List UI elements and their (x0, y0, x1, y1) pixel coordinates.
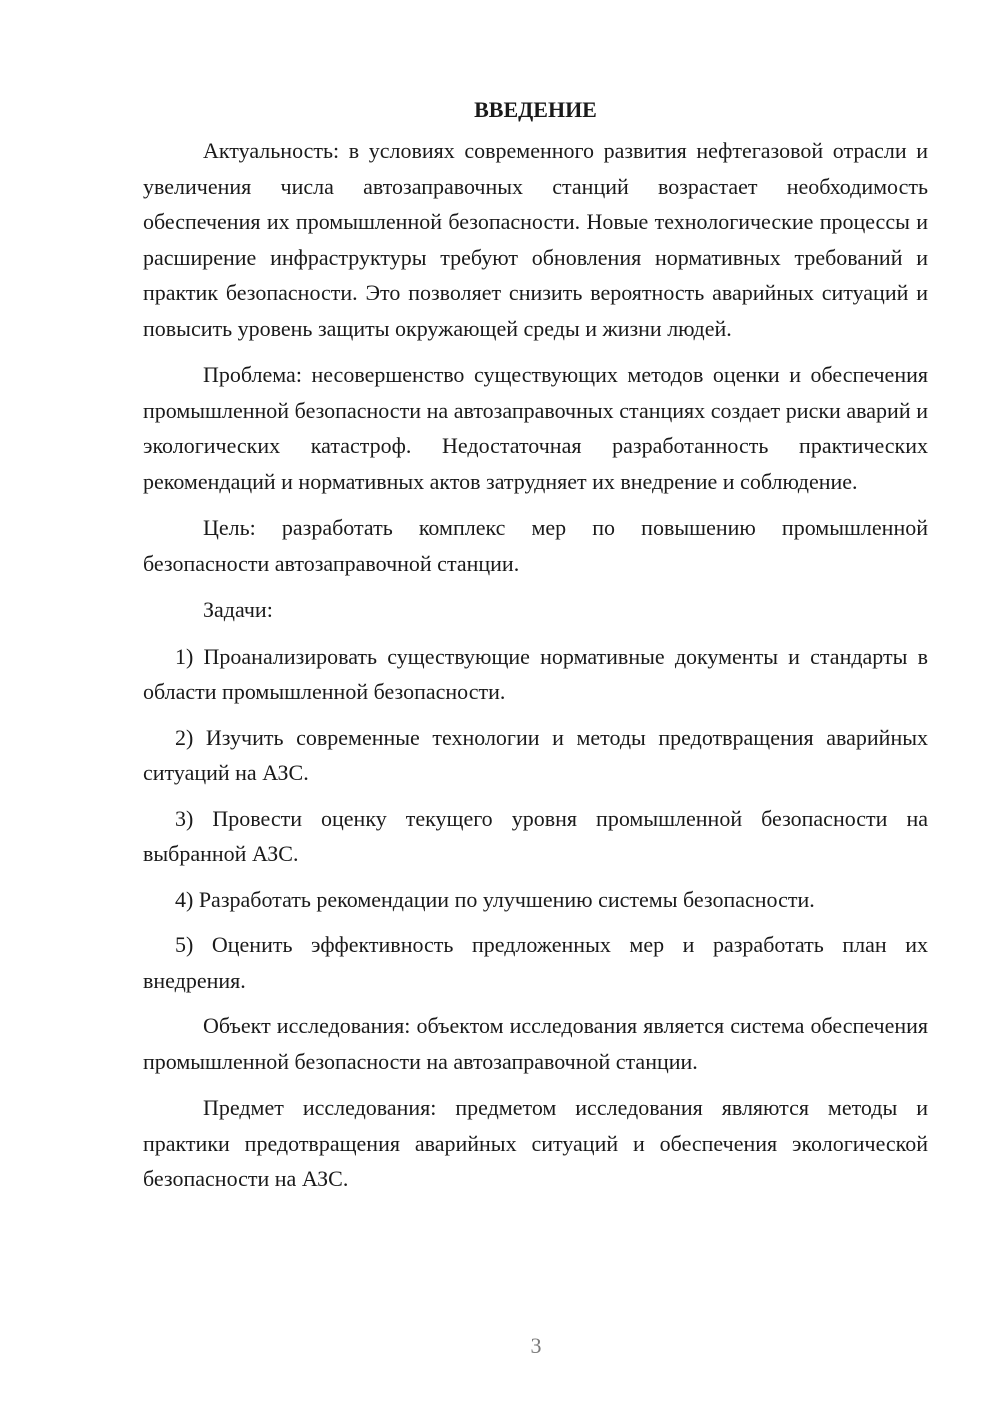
paragraph-subject: Предмет исследования: предметом исследования являются методы и практики предотвращения аварийных ситуаций и обеспечения экологической безопасности на АЗС. (143, 1095, 928, 1191)
paragraph-goal: Цель: разработать комплекс мер по повышению промышленной безопасности автозаправочной станции. (143, 515, 928, 576)
task-item: 4) Разработать рекомендации по улучшению системы безопасности. (175, 886, 815, 912)
paragraph-tasks-heading: Задачи: (203, 597, 273, 622)
paragraph-object: Объект исследования: объектом исследования является система обеспечения промышленной безопасности на автозаправочной станции. (143, 1013, 928, 1074)
document-page (143, 92, 928, 1208)
task-item: 2) Изучить современные технологии и методы предотвращения аварийных ситуаций на АЗС. (143, 724, 928, 785)
page-title: ВВЕДЕНИЕ (474, 97, 597, 122)
task-item: 5) Оценить эффективность предложенных мер и разработать план их внедрения. (143, 932, 928, 993)
paragraph-relevance: Актуальность: в условиях современного развития нефтегазовой отрасли и увеличения числа автозаправочных станций возрастает необходимость обеспечения их промышленной безопасности. Новые технологические процессы и расширение инфраструктуры требуют обновления нормативных требований и практик безопасности. Это позволяет снизить вероятность аварийных ситуаций и повысить уровень защиты окружающей среды и жизни людей. (143, 138, 928, 341)
task-item: 1) Проанализировать существующие нормативные документы и стандарты в области промышленной безопасности. (143, 643, 928, 704)
task-item: 3) Провести оценку текущего уровня промышленной безопасности на выбранной АЗС. (143, 805, 928, 866)
paragraph-problem: Проблема: несовершенство существующих методов оценки и обеспечения промышленной безопасности на автозаправочных станциях создает риски аварий и экологических катастроф. Недостаточная разработанность практических рекомендаций и нормативных актов затрудняет их внедрение и соблюдение. (143, 362, 928, 494)
page-number: 3 (530, 1333, 542, 1358)
